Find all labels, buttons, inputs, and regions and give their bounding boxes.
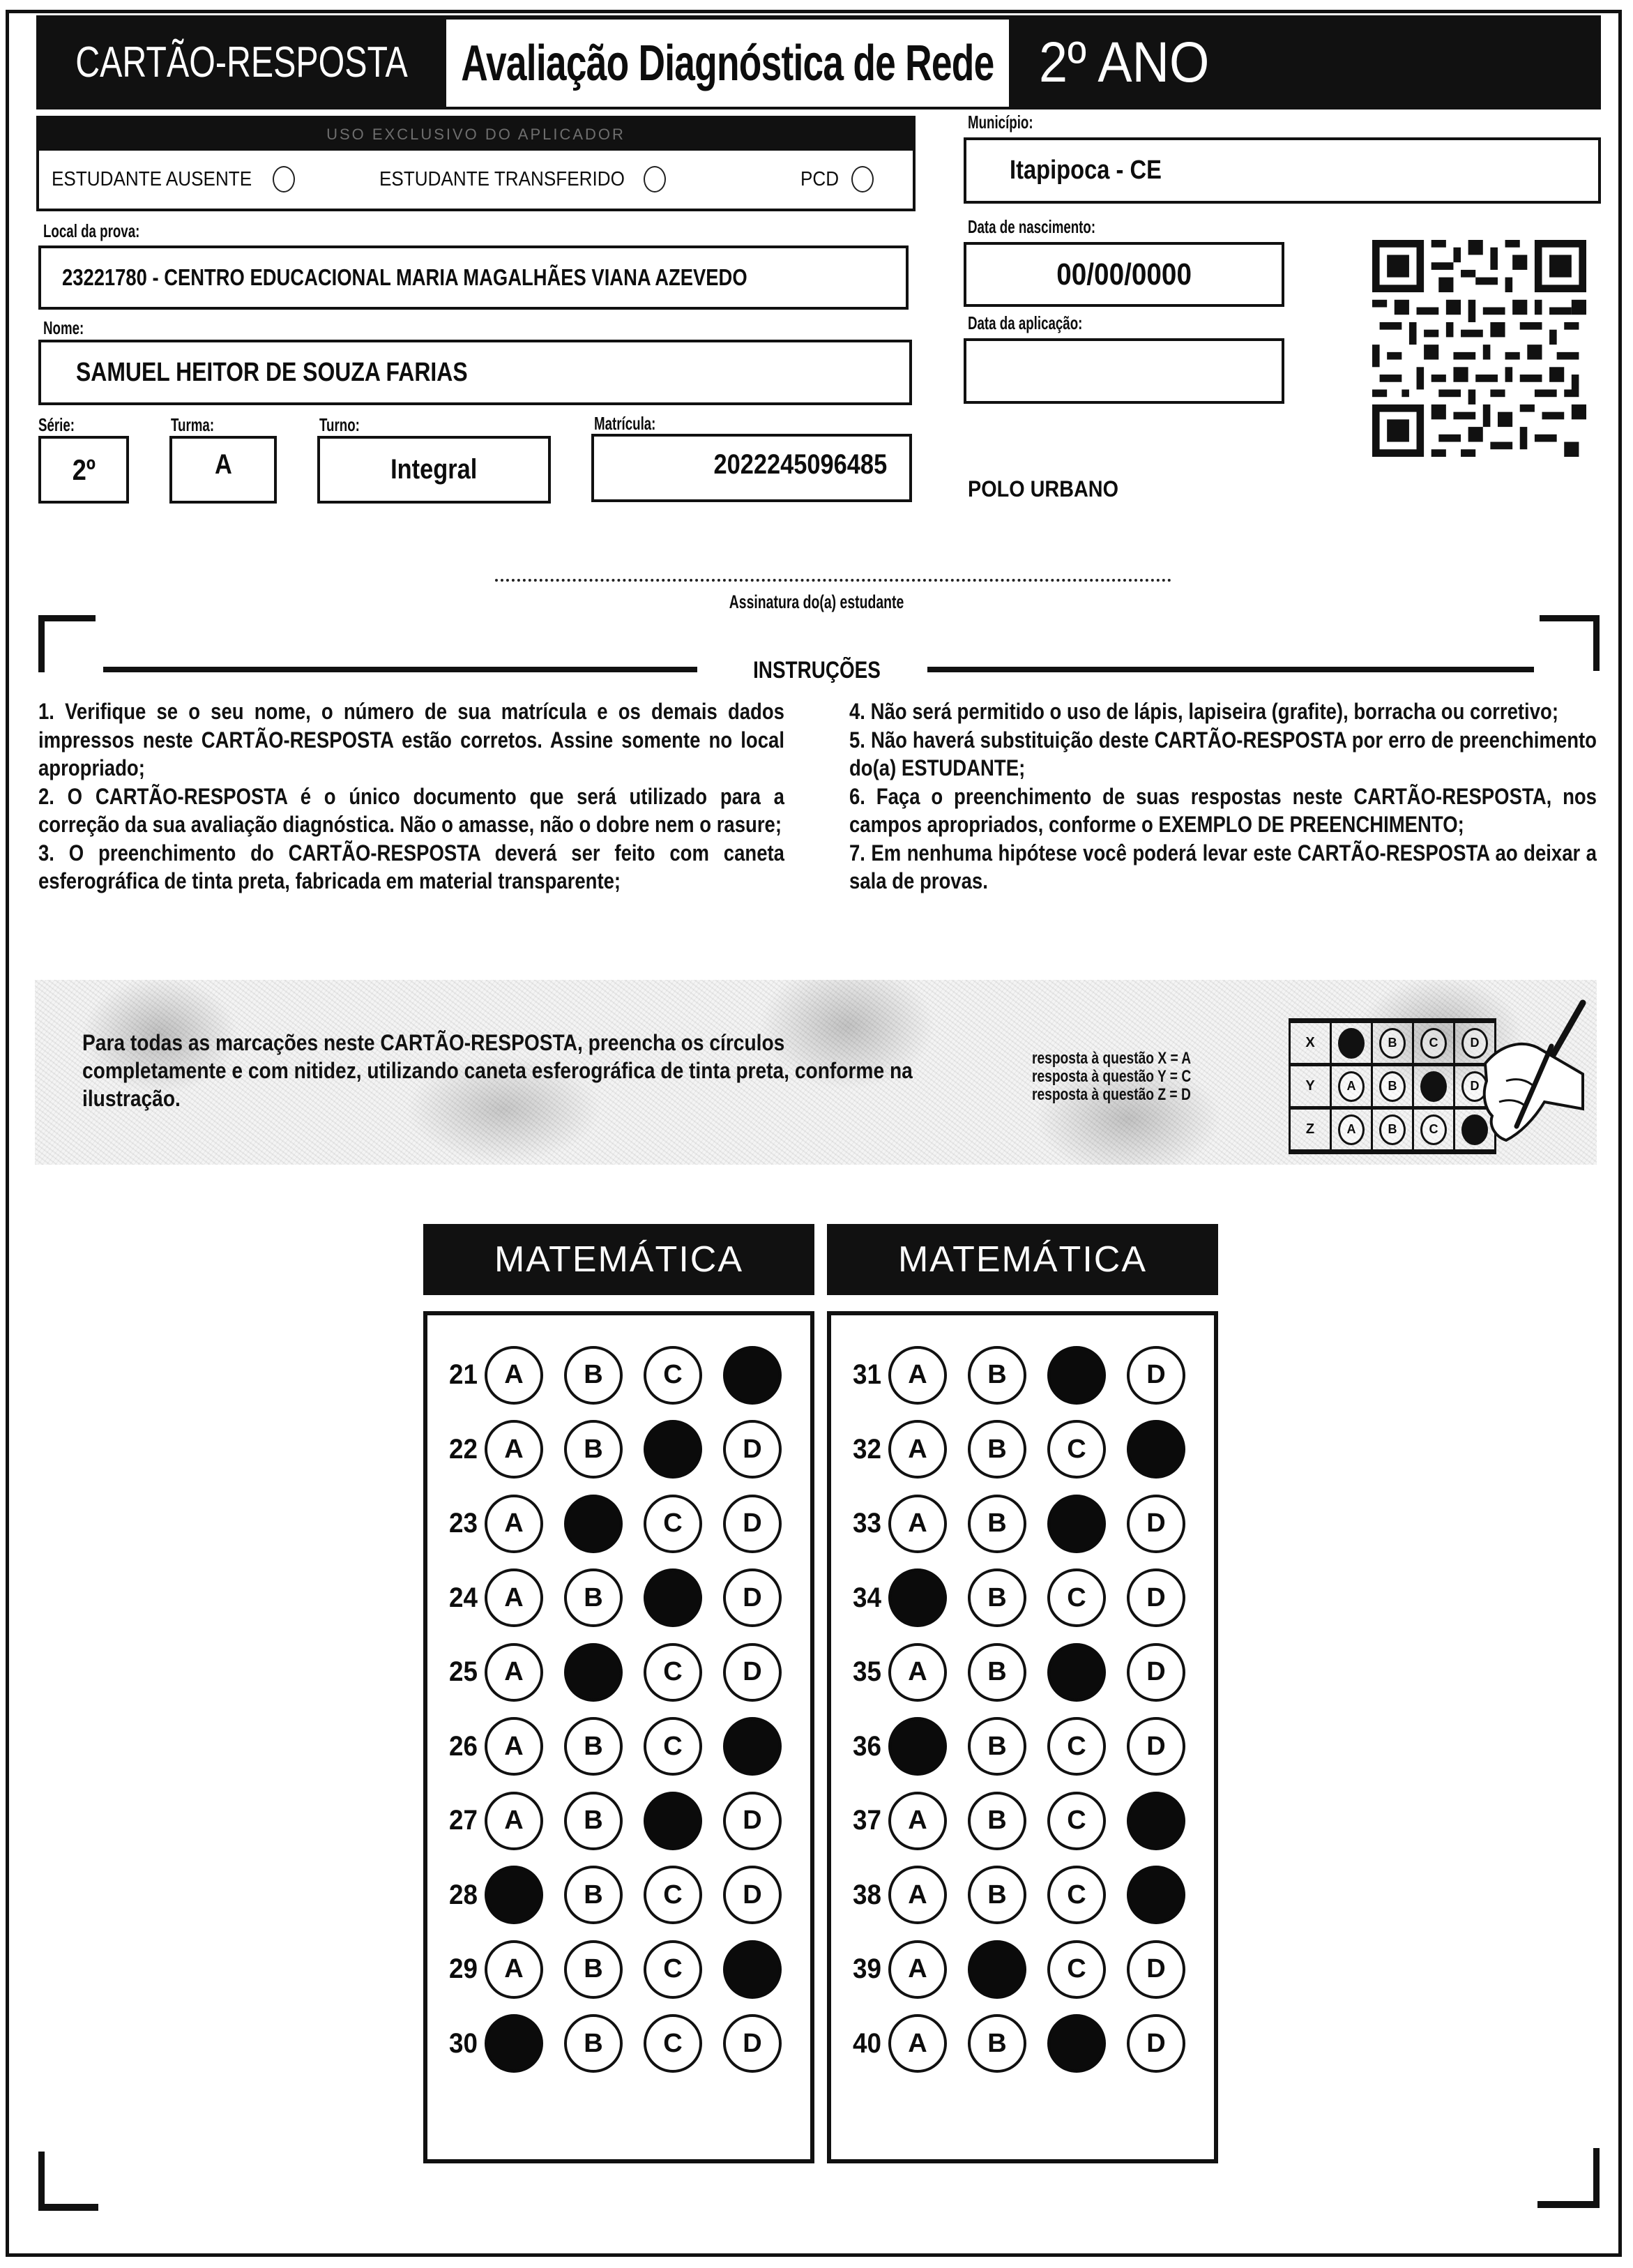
example-bubble: B bbox=[1379, 1114, 1406, 1145]
answer-bubble-filled[interactable] bbox=[1127, 1420, 1185, 1479]
answer-bubble-filled[interactable] bbox=[1127, 1792, 1185, 1850]
answer-bubble[interactable]: B bbox=[968, 1643, 1026, 1702]
answer-bubble[interactable]: C bbox=[644, 1717, 702, 1776]
subject-header-2 bbox=[827, 1224, 1218, 1295]
serie-field bbox=[38, 436, 129, 504]
question-row bbox=[831, 1565, 1206, 1631]
answer-bubble-filled[interactable] bbox=[723, 1346, 782, 1405]
answer-bubble-filled[interactable] bbox=[644, 1420, 702, 1479]
question-row bbox=[831, 2011, 1206, 2077]
example-cell bbox=[1332, 1110, 1373, 1149]
subject-title: MATEMÁTICA bbox=[897, 1239, 1148, 1280]
answer-bubble[interactable]: D bbox=[1127, 1717, 1185, 1776]
legend-line: resposta à questão Y = C bbox=[1032, 1067, 1192, 1086]
answer-bubble[interactable]: B bbox=[968, 1495, 1026, 1553]
nome-label: Nome: bbox=[43, 317, 84, 338]
answer-bubble[interactable]: B bbox=[968, 1346, 1026, 1405]
answer-bubble-filled[interactable] bbox=[1047, 1643, 1106, 1702]
aplicacao-field[interactable] bbox=[964, 338, 1284, 404]
answer-bubble-filled[interactable] bbox=[723, 1940, 782, 1999]
answer-bubble[interactable]: B bbox=[564, 1420, 623, 1479]
answer-bubble[interactable]: B bbox=[564, 1940, 623, 1999]
example-cell bbox=[1332, 1023, 1373, 1063]
card-type-label bbox=[36, 15, 446, 109]
example-bubble: C bbox=[1420, 1114, 1447, 1145]
answer-bubble[interactable]: A bbox=[485, 1940, 543, 1999]
question-row bbox=[831, 1342, 1206, 1408]
example-row-z bbox=[1291, 1110, 1496, 1149]
question-number: 35 bbox=[853, 1656, 881, 1687]
option-label: PCD bbox=[800, 167, 840, 190]
answer-bubble[interactable]: B bbox=[564, 1568, 623, 1627]
corner-mark-bottom-right bbox=[1537, 2201, 1600, 2208]
question-number: 23 bbox=[449, 1508, 478, 1539]
local-label: Local da prova: bbox=[43, 220, 140, 241]
signature-line[interactable] bbox=[495, 579, 1171, 582]
answer-bubble[interactable]: B bbox=[968, 1717, 1026, 1776]
subject-title: MATEMÁTICA bbox=[494, 1239, 744, 1280]
turno-field bbox=[317, 436, 551, 504]
answer-bubble-filled[interactable] bbox=[485, 1866, 543, 1924]
example-cell bbox=[1414, 1110, 1455, 1149]
example-bubble: D bbox=[1461, 1028, 1488, 1059]
answer-bubble[interactable]: D bbox=[1127, 1568, 1185, 1627]
aplicacao-label: Data da aplicação: bbox=[968, 312, 1083, 333]
answer-bubble[interactable]: A bbox=[888, 1346, 947, 1405]
question-row bbox=[831, 1639, 1206, 1705]
question-number: 32 bbox=[853, 1433, 881, 1465]
aplicador-band bbox=[39, 119, 913, 151]
answer-bubble[interactable]: C bbox=[644, 1495, 702, 1553]
instructions-col-right bbox=[849, 697, 1597, 895]
answer-bubble-filled[interactable] bbox=[888, 1717, 947, 1776]
instructions-col-left bbox=[38, 697, 784, 895]
serie-label: Série: bbox=[38, 414, 75, 435]
answer-bubble[interactable]: D bbox=[1127, 1495, 1185, 1553]
answer-bubble-filled[interactable] bbox=[968, 1940, 1026, 1999]
question-number: 39 bbox=[853, 1953, 881, 1984]
answer-bubble[interactable]: C bbox=[644, 1866, 702, 1924]
signature-label bbox=[0, 591, 1633, 613]
answer-bubble-filled[interactable] bbox=[1047, 1346, 1106, 1405]
option-label: ESTUDANTE AUSENTE bbox=[52, 167, 252, 190]
polo-label bbox=[968, 476, 1135, 502]
answer-bubble[interactable]: D bbox=[1127, 1940, 1185, 1999]
example-cell bbox=[1373, 1110, 1414, 1149]
answer-bubble[interactable]: D bbox=[723, 2014, 782, 2073]
question-number: 28 bbox=[449, 1879, 478, 1910]
aplicador-panel bbox=[36, 116, 916, 211]
answer-grid-block-1 bbox=[423, 1311, 814, 2163]
answer-bubble[interactable]: B bbox=[564, 1866, 623, 1924]
question-number: 24 bbox=[449, 1582, 478, 1613]
municipio-field bbox=[964, 137, 1601, 204]
answer-bubble[interactable]: D bbox=[723, 1792, 782, 1850]
turno-label: Turno: bbox=[319, 414, 360, 435]
municipio-label: Município: bbox=[968, 112, 1033, 133]
question-row bbox=[831, 1416, 1206, 1483]
aplicador-band-label: USO EXCLUSIVO DO APLICADOR bbox=[326, 126, 625, 143]
instruction-item: 2. O CARTÃO-RESPOSTA é o único documento que será utilizado para a correção da sua avaliação diagnóstica. Não o amasse, não o dobre nem o rasure; bbox=[38, 783, 784, 837]
answer-bubble[interactable]: A bbox=[485, 1495, 543, 1553]
answer-bubble[interactable]: B bbox=[564, 1792, 623, 1850]
question-number: 36 bbox=[853, 1730, 881, 1762]
nascimento-label: Data de nascimento: bbox=[968, 216, 1096, 237]
corner-mark-bottom-left bbox=[38, 2204, 98, 2211]
answer-bubble[interactable]: B bbox=[968, 1866, 1026, 1924]
example-legend bbox=[1032, 1050, 1231, 1104]
answer-bubble[interactable]: D bbox=[723, 1866, 782, 1924]
question-row bbox=[427, 1936, 803, 2002]
question-row bbox=[427, 1787, 803, 1854]
answer-bubble[interactable]: B bbox=[968, 1420, 1026, 1479]
answer-bubble[interactable]: B bbox=[564, 1717, 623, 1776]
example-row-label: X bbox=[1291, 1023, 1332, 1063]
turma-value: A bbox=[214, 449, 232, 480]
instruction-item: 4. Não será permitido o uso de lápis, lapiseira (grafite), borracha ou corretivo; bbox=[849, 699, 1558, 724]
example-bubble: A bbox=[1338, 1071, 1365, 1102]
option-estudante-ausente[interactable] bbox=[52, 166, 295, 192]
answer-bubble-filled[interactable] bbox=[1047, 1495, 1106, 1553]
answer-bubble[interactable]: C bbox=[644, 2014, 702, 2073]
answer-bubble[interactable]: A bbox=[888, 2014, 947, 2073]
question-row bbox=[427, 1565, 803, 1631]
question-number: 29 bbox=[449, 1953, 478, 1984]
signature-label-text: Assinatura do(a) estudante bbox=[729, 591, 904, 612]
instruction-item: 7. Em nenhuma hipótese você poderá levar este CARTÃO-RESPOSTA ao deixar a sala de provas. bbox=[849, 840, 1597, 893]
subject-header-1 bbox=[423, 1224, 814, 1295]
corner-mark-top-left bbox=[38, 615, 96, 621]
example-bubble: B bbox=[1379, 1028, 1406, 1059]
example-row-y bbox=[1291, 1066, 1496, 1110]
answer-bubble[interactable]: C bbox=[644, 1643, 702, 1702]
option-label: ESTUDANTE TRANSFERIDO bbox=[379, 167, 625, 190]
question-number: 38 bbox=[853, 1879, 881, 1910]
answer-bubble[interactable]: C bbox=[1047, 1420, 1106, 1479]
nome-field bbox=[38, 340, 912, 405]
answer-bubble[interactable]: B bbox=[968, 2014, 1026, 2073]
answer-bubble[interactable]: B bbox=[968, 1568, 1026, 1627]
question-row bbox=[831, 1862, 1206, 1928]
question-row bbox=[427, 2011, 803, 2077]
example-row-label: Z bbox=[1291, 1110, 1332, 1149]
question-row bbox=[427, 1639, 803, 1705]
nascimento-value: 00/00/0000 bbox=[1056, 257, 1192, 292]
answer-bubble[interactable]: A bbox=[888, 1940, 947, 1999]
answer-bubble-filled[interactable] bbox=[1047, 2014, 1106, 2073]
answer-bubble[interactable]: C bbox=[1047, 1792, 1106, 1850]
legend-line: resposta à questão X = A bbox=[1032, 1049, 1192, 1068]
answer-bubble[interactable]: C bbox=[1047, 1940, 1106, 1999]
aplicador-options bbox=[39, 151, 913, 209]
question-number: 40 bbox=[853, 2027, 881, 2059]
question-number: 34 bbox=[853, 1582, 881, 1613]
example-bubble-filled bbox=[1338, 1028, 1365, 1059]
question-number: 22 bbox=[449, 1433, 478, 1465]
answer-bubble[interactable]: A bbox=[485, 1792, 543, 1850]
grade-label bbox=[1039, 15, 1229, 109]
answer-bubble[interactable]: D bbox=[723, 1495, 782, 1553]
answer-bubble[interactable]: D bbox=[1127, 1643, 1185, 1702]
option-pcd[interactable] bbox=[800, 166, 874, 192]
example-grid bbox=[1289, 1018, 1496, 1154]
example-bubble: B bbox=[1379, 1071, 1406, 1102]
question-number: 37 bbox=[853, 1805, 881, 1836]
answer-bubble[interactable]: A bbox=[485, 1717, 543, 1776]
answer-bubble[interactable]: B bbox=[968, 1792, 1026, 1850]
question-row bbox=[427, 1416, 803, 1483]
instruction-item: 3. O preenchimento do CARTÃO-RESPOSTA deverá ser feito com caneta esferográfica de tinta preta, fabricada em material transparente; bbox=[38, 840, 784, 893]
qr-code-icon bbox=[1372, 240, 1586, 457]
example-cell bbox=[1373, 1066, 1414, 1106]
answer-bubble[interactable]: D bbox=[1127, 1346, 1185, 1405]
answer-bubble[interactable]: A bbox=[888, 1866, 947, 1924]
answer-bubble-filled[interactable] bbox=[644, 1792, 702, 1850]
question-number: 25 bbox=[449, 1656, 478, 1687]
example-text-content: Para todas as marcações neste CARTÃO-RESPOSTA, preencha os círculos completamente e com nitidez, utilizando caneta esferográfica de tinta preta, conforme na ilustração. bbox=[82, 1030, 913, 1111]
turma-label: Turma: bbox=[171, 414, 215, 435]
radio-bubble[interactable] bbox=[851, 166, 874, 192]
answer-bubble-filled[interactable] bbox=[485, 2014, 543, 2073]
polo-text: POLO URBANO bbox=[968, 476, 1118, 501]
answer-bubble[interactable]: A bbox=[485, 1420, 543, 1479]
turno-value: Integral bbox=[390, 454, 478, 485]
answer-bubble[interactable]: D bbox=[723, 1420, 782, 1479]
question-number: 31 bbox=[853, 1359, 881, 1390]
answer-bubble-filled[interactable] bbox=[564, 1643, 623, 1702]
answer-bubble[interactable]: A bbox=[888, 1495, 947, 1553]
matricula-label: Matrícula: bbox=[594, 413, 656, 434]
legend-line: resposta à questão Z = D bbox=[1032, 1085, 1191, 1104]
radio-bubble[interactable] bbox=[273, 166, 295, 192]
question-row bbox=[427, 1862, 803, 1928]
answer-bubble[interactable]: B bbox=[564, 2014, 623, 2073]
local-value: 23221780 - CENTRO EDUCACIONAL MARIA MAGALHÃES VIANA AZEVEDO bbox=[62, 264, 747, 290]
example-row-label: Y bbox=[1291, 1066, 1332, 1106]
answer-bubble[interactable]: C bbox=[1047, 1717, 1106, 1776]
matricula-value: 2022245096485 bbox=[713, 448, 887, 480]
example-bubble: C bbox=[1420, 1028, 1447, 1059]
answer-bubble-filled[interactable] bbox=[564, 1495, 623, 1553]
question-row bbox=[427, 1490, 803, 1557]
corner-mark-bottom-right-v bbox=[1593, 2148, 1600, 2207]
question-row bbox=[427, 1342, 803, 1408]
question-number: 21 bbox=[449, 1359, 478, 1390]
matricula-field bbox=[591, 434, 912, 502]
corner-mark-bottom-left-v bbox=[38, 2152, 45, 2211]
exam-title-text: Avaliação Diagnóstica de Rede bbox=[461, 35, 994, 91]
exam-title bbox=[446, 20, 1009, 107]
turma-field bbox=[169, 436, 277, 504]
question-number: 26 bbox=[449, 1730, 478, 1762]
answer-bubble[interactable]: A bbox=[888, 1792, 947, 1850]
example-cell bbox=[1414, 1023, 1455, 1063]
grade-text: 2º ANO bbox=[1039, 30, 1210, 94]
answer-bubble[interactable]: A bbox=[485, 1346, 543, 1405]
example-cell bbox=[1332, 1066, 1373, 1106]
answer-bubble[interactable]: B bbox=[564, 1346, 623, 1405]
answer-bubble[interactable]: D bbox=[1127, 2014, 1185, 2073]
serie-value: 2º bbox=[72, 453, 96, 486]
answer-bubble-filled[interactable] bbox=[888, 1568, 947, 1627]
answer-bubble[interactable]: D bbox=[723, 1643, 782, 1702]
answer-bubble[interactable]: C bbox=[644, 1346, 702, 1405]
local-field bbox=[38, 245, 909, 310]
instructions-rule-right bbox=[927, 667, 1534, 672]
answer-bubble[interactable]: C bbox=[1047, 1866, 1106, 1924]
corner-mark-top-right bbox=[1540, 615, 1600, 621]
answer-bubble-filled[interactable] bbox=[1127, 1866, 1185, 1924]
question-row bbox=[831, 1490, 1206, 1557]
answer-bubble[interactable]: C bbox=[644, 1940, 702, 1999]
municipio-value: Itapipoca - CE bbox=[1010, 156, 1162, 185]
answer-bubble-filled[interactable] bbox=[723, 1717, 782, 1776]
answer-bubble[interactable]: D bbox=[723, 1568, 782, 1627]
question-row bbox=[831, 1936, 1206, 2002]
instruction-item: 6. Faça o preenchimento de suas respostas neste CARTÃO-RESPOSTA, nos campos apropriados, conforme o EXEMPLO DE PREENCHIMENTO; bbox=[849, 783, 1597, 837]
hand-with-pen-icon bbox=[1478, 997, 1590, 1151]
answer-bubble[interactable]: A bbox=[888, 1643, 947, 1702]
example-bubble-filled bbox=[1420, 1071, 1447, 1102]
answer-bubble[interactable]: A bbox=[888, 1420, 947, 1479]
answer-grid-block-2 bbox=[827, 1311, 1218, 2163]
radio-bubble[interactable] bbox=[644, 166, 666, 192]
question-number: 30 bbox=[449, 2027, 478, 2059]
question-number: 27 bbox=[449, 1805, 478, 1836]
nome-value: SAMUEL HEITOR DE SOUZA FARIAS bbox=[76, 357, 468, 387]
example-row-x bbox=[1291, 1023, 1496, 1066]
nascimento-field bbox=[964, 242, 1284, 307]
instruction-item: 1. Verifique se o seu nome, o número de sua matrícula e os demais dados impressos neste CARTÃO-RESPOSTA estão corretos. Assine somente no local apropriado; bbox=[38, 699, 784, 780]
answer-bubble[interactable]: C bbox=[1047, 1568, 1106, 1627]
example-bubble: D bbox=[1461, 1071, 1488, 1102]
question-number: 33 bbox=[853, 1508, 881, 1539]
example-cell bbox=[1373, 1023, 1414, 1063]
instructions-title-text: INSTRUÇÕES bbox=[752, 657, 881, 683]
question-row bbox=[831, 1714, 1206, 1780]
answer-bubble-filled[interactable] bbox=[644, 1568, 702, 1627]
card-type-text: CARTÃO-RESPOSTA bbox=[75, 38, 408, 86]
question-row bbox=[831, 1787, 1206, 1854]
question-row bbox=[427, 1714, 803, 1780]
example-cell bbox=[1414, 1066, 1455, 1106]
option-estudante-transferido[interactable] bbox=[379, 166, 666, 192]
example-text bbox=[82, 1029, 919, 1112]
example-bubble: A bbox=[1338, 1114, 1365, 1145]
instruction-item: 5. Não haverá substituição deste CARTÃO-RESPOSTA por erro de preenchimento do(a) ESTUDANTE; bbox=[849, 727, 1597, 780]
answer-bubble[interactable]: A bbox=[485, 1568, 543, 1627]
answer-bubble[interactable]: A bbox=[485, 1643, 543, 1702]
